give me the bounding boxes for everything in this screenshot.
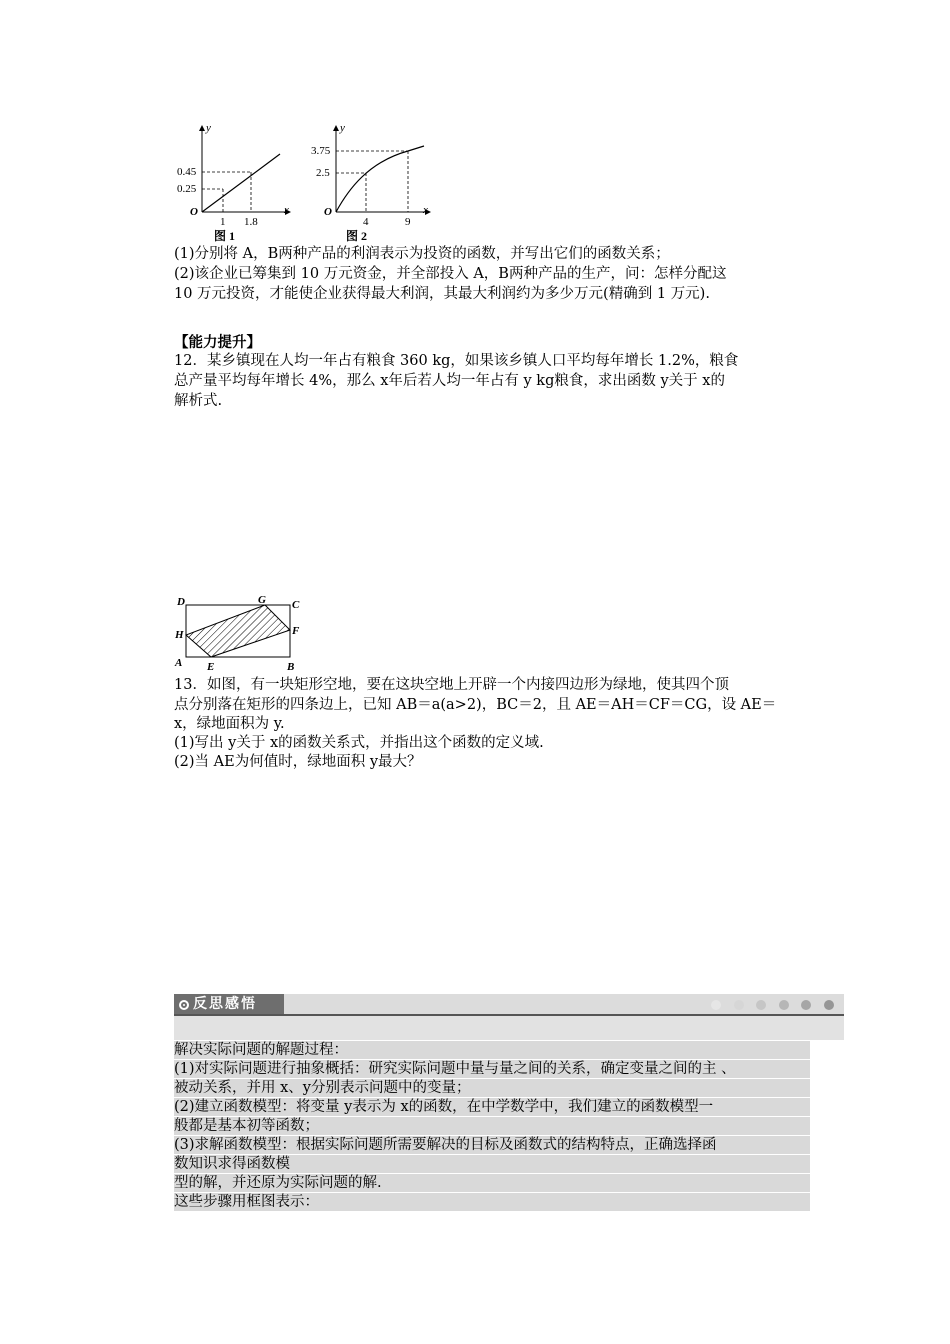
vertex-label: H — [175, 629, 184, 641]
vertex-label: D — [177, 596, 185, 608]
target-icon — [179, 1000, 189, 1010]
curve-graph — [336, 146, 424, 212]
reflection-header — [174, 994, 844, 1014]
reflection-line: (3)求解函数模型：根据实际问题所需要解决的目标及函数式的结构特点，正确选择函 — [174, 1136, 810, 1154]
q12-line-3: 解析式. — [174, 393, 223, 409]
reflection-line: (1)对实际问题进行抽象概括：研究实际问题中量与量之间的关系，确定变量之间的主 、 — [174, 1060, 810, 1078]
figure-caption: 图 2 — [346, 229, 368, 243]
reflection-title: 反思感悟 — [193, 996, 257, 1012]
y-tick: 2.5 — [316, 167, 330, 179]
figure-caption: 图 1 — [214, 229, 236, 243]
q13-line-4: (1)写出 y关于 x的函数关系式，并指出这个函数的定义域. — [174, 735, 544, 751]
vertex-label: F — [292, 625, 300, 637]
dot-icon — [801, 1000, 811, 1010]
x-tick: 1.8 — [244, 216, 258, 228]
q13-line-1: 13．如图，有一块矩形空地，要在这块空地上开辟一个内接四边形为绿地，使其四个顶 — [174, 677, 729, 693]
figure-2 — [308, 118, 438, 243]
dot-icon — [824, 1000, 834, 1010]
axis-y-label: y — [206, 122, 211, 134]
axis-x-label: x — [423, 204, 428, 216]
reflection-line: 这些步骤用框图表示： — [174, 1193, 810, 1211]
figure-3 — [170, 592, 310, 674]
reflection-line: 般都是基本初等函数； — [174, 1117, 810, 1135]
x-tick: 4 — [363, 216, 369, 228]
origin-label: O — [324, 206, 332, 218]
q12-line-2: 总产量平均每年增长 4%，那么 x年后若人均一年占有 y kg粮食，求出函数 y关于 x的 — [174, 373, 725, 389]
dot-icon — [734, 1000, 744, 1010]
q12-line-1: 12．某乡镇现在人均一年占有粮食 360 kg，如果该乡镇人口平均每年增长 1.2%，粮食 — [174, 353, 739, 369]
dot-icon — [779, 1000, 789, 1010]
vertex-label: G — [258, 594, 266, 606]
reflection-line: 解决实际问题的解题过程： — [174, 1041, 810, 1059]
axis-x-label: x — [284, 204, 289, 216]
decorative-dots — [703, 998, 834, 1010]
y-tick: 3.75 — [311, 145, 331, 157]
reflection-header-band — [174, 1016, 844, 1040]
reflection-line: 型的解，并还原为实际问题的解. — [174, 1174, 810, 1192]
dot-icon — [711, 1000, 721, 1010]
axis-y-label: y — [340, 122, 345, 134]
q11-line-2: (2)该企业已筹集到 10 万元资金，并全部投入 A，B两种产品的生产，问：怎样分配这 — [174, 266, 727, 282]
q13-line-5: (2)当 AE为何值时，绿地面积 y最大？ — [174, 754, 422, 770]
figure-1 — [170, 118, 300, 243]
line-graph — [202, 154, 280, 212]
vertex-label: B — [287, 661, 295, 673]
section-title: 【能力提升】 — [174, 334, 261, 351]
reflection-title-tab — [174, 994, 284, 1014]
reflection-line: 数知识求得函数模 — [174, 1155, 810, 1173]
x-tick: 1 — [220, 216, 226, 228]
q11-line-1: (1)分别将 A，B两种产品的利润表示为投资的函数，并写出它们的函数关系； — [174, 246, 670, 262]
y-tick: 0.45 — [177, 166, 197, 178]
reflection-line: 被动关系，并用 x、y分别表示问题中的变量； — [174, 1079, 810, 1097]
q13-line-3: x，绿地面积为 y. — [174, 716, 285, 732]
vertex-label: C — [292, 599, 300, 611]
vertex-label: A — [175, 657, 183, 669]
dot-icon — [756, 1000, 766, 1010]
origin-label: O — [190, 206, 198, 218]
vertex-label: E — [207, 661, 215, 673]
x-tick: 9 — [405, 216, 411, 228]
q13-line-2: 点分别落在矩形的四条边上，已知 AB＝a(a>2)，BC＝2，且 AE＝AH＝CF＝CG，设 AE＝ — [174, 697, 777, 713]
reflection-line: (2)建立函数模型：将变量 y表示为 x的函数，在中学数学中，我们建立的函数模型一 — [174, 1098, 810, 1116]
y-tick: 0.25 — [177, 183, 197, 195]
q11-line-3: 10 万元投资，才能使企业获得最大利润，其最大利润约为多少万元(精确到 1 万元). — [174, 286, 710, 302]
inscribed-quadrilateral — [186, 605, 290, 657]
